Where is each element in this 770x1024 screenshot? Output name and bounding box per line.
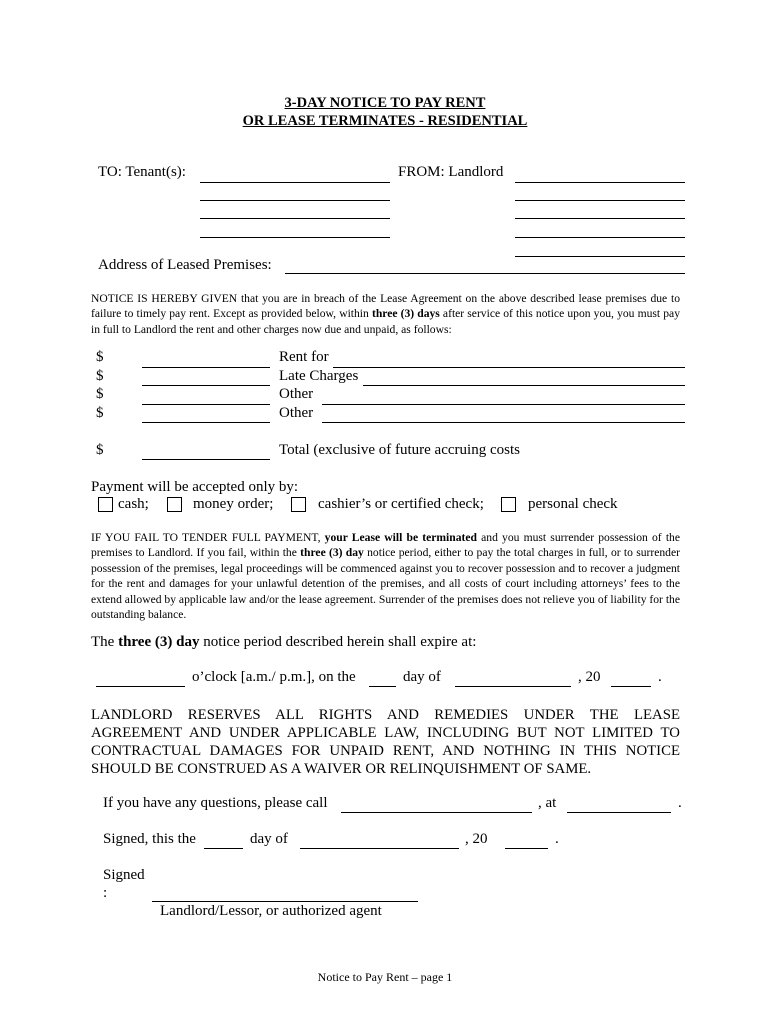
reserve-line: CONTRACTUAL DAMAGES FOR UNPAID RENT, AND NOTHING IN THIS NOTICE bbox=[91, 743, 680, 759]
dollar-sign: $ bbox=[96, 349, 104, 365]
total-amount-line[interactable] bbox=[142, 459, 270, 460]
expiry-day-of-label: day of bbox=[403, 669, 441, 685]
reserve-rights-paragraph bbox=[91, 706, 680, 778]
late-amount-line[interactable] bbox=[142, 385, 270, 386]
landlord-line-1[interactable] bbox=[515, 182, 685, 183]
dollar-sign: $ bbox=[96, 386, 104, 402]
expiry-time-line[interactable] bbox=[96, 686, 185, 687]
total-label: Total (exclusive of future accruing costs bbox=[279, 442, 520, 458]
notice-paragraph: NOTICE IS HEREBY GIVEN that you are in breach of the Lease Agreement on the above described lease premises due to failure to timely pay rent. Except as provided below, within three (3) days after service of this notice upon you, you must pay in full to Landlord the rent and other charges now due and unpaid, as follows: bbox=[91, 292, 680, 336]
money-order-option: money order; bbox=[193, 496, 274, 512]
questions-phone-line[interactable] bbox=[567, 812, 671, 813]
rent-amount-line[interactable] bbox=[142, 367, 270, 368]
questions-period: . bbox=[678, 795, 682, 811]
failure-paragraph: IF YOU FAIL TO TENDER FULL PAYMENT, your Lease will be terminated and you must surrender possession of the premises to Landlord. If you fail, within the three (3) day notice period, either to pay the total charges in full, or to surrender possession of the premises, legal proceedings will be commenced against you to recover possession and to recover a judgment for the rent and damages for your unlawful detention of the premises, and all costs of court including attorneys’ fees to the extend allowed by applicable law and/or the lease agreement. Surrender of the premises does not relieve you of liability for the outstanding balance. bbox=[91, 531, 680, 622]
expiry-day-line[interactable] bbox=[369, 686, 396, 687]
signed-year-prefix: , 20 bbox=[465, 831, 488, 847]
cash-checkbox[interactable] bbox=[98, 497, 113, 512]
questions-label: If you have any questions, please call bbox=[103, 795, 328, 811]
reserve-line: LANDLORD RESERVES ALL RIGHTS AND REMEDIES UNDER THE LEASE bbox=[91, 707, 680, 723]
dollar-sign: $ bbox=[96, 442, 104, 458]
expiry-period: . bbox=[658, 669, 662, 685]
signed-year-line[interactable] bbox=[505, 848, 548, 849]
expiry-year-prefix: , 20 bbox=[578, 669, 601, 685]
document-title-line1: 3-DAY NOTICE TO PAY RENT bbox=[284, 95, 486, 111]
from-landlord-label: FROM: Landlord bbox=[398, 164, 504, 180]
other1-label: Other bbox=[279, 386, 314, 402]
address-label: Address of Leased Premises: bbox=[98, 257, 272, 273]
document-title-line2: OR LEASE TERMINATES - RESIDENTIAL bbox=[242, 113, 528, 129]
signed-month-line[interactable] bbox=[300, 848, 459, 849]
questions-at-label: , at bbox=[538, 795, 557, 811]
oclock-label: o’clock [a.m./ p.m.], on the bbox=[192, 669, 356, 685]
personal-check-option: personal check bbox=[528, 496, 618, 512]
signed-date-label: Signed, this the bbox=[103, 831, 196, 847]
landlord-line-4[interactable] bbox=[515, 237, 685, 238]
rent-period-line[interactable] bbox=[333, 367, 685, 368]
page-footer: Notice to Pay Rent – page 1 bbox=[317, 970, 453, 984]
signature-colon: : bbox=[103, 885, 108, 901]
late-charges-label: Late Charges bbox=[279, 368, 359, 384]
other2-amount-line[interactable] bbox=[142, 422, 270, 423]
signature-label: Signed bbox=[103, 867, 145, 883]
reserve-line: AGREEMENT AND UNDER APPLICABLE LAW, INCLUDING BUT NOT LIMITED TO bbox=[91, 725, 680, 741]
tenant-line-1[interactable] bbox=[200, 182, 390, 183]
late-desc-line[interactable] bbox=[363, 385, 685, 386]
questions-contact-line[interactable] bbox=[341, 812, 532, 813]
landlord-line-2[interactable] bbox=[515, 200, 685, 201]
dollar-sign: $ bbox=[96, 405, 104, 421]
tenant-line-4[interactable] bbox=[200, 237, 390, 238]
cashiers-check-option: cashier’s or certified check; bbox=[318, 496, 484, 512]
cash-option: cash; bbox=[118, 496, 149, 512]
signature-line[interactable] bbox=[152, 901, 418, 902]
other1-desc-line[interactable] bbox=[322, 404, 685, 405]
landlord-line-5[interactable] bbox=[515, 256, 685, 257]
signed-day-line[interactable] bbox=[204, 848, 243, 849]
reserve-line: SHOULD BE CONSTRUED AS A WAIVER OR RELINQUISHMENT OF SAME. bbox=[91, 761, 592, 777]
other2-desc-line[interactable] bbox=[322, 422, 685, 423]
cashiers-check-checkbox[interactable] bbox=[291, 497, 306, 512]
landlord-line-3[interactable] bbox=[515, 218, 685, 219]
tenant-line-2[interactable] bbox=[200, 200, 390, 201]
signed-day-of-label: day of bbox=[250, 831, 288, 847]
money-order-checkbox[interactable] bbox=[167, 497, 182, 512]
tenant-line-3[interactable] bbox=[200, 218, 390, 219]
to-tenant-label: TO: Tenant(s): bbox=[98, 164, 186, 180]
rent-label: Rent for bbox=[279, 349, 329, 365]
payment-label: Payment will be accepted only by: bbox=[91, 479, 299, 495]
other1-amount-line[interactable] bbox=[142, 404, 270, 405]
dollar-sign: $ bbox=[96, 368, 104, 384]
expiry-year-line[interactable] bbox=[611, 686, 651, 687]
expiry-sentence: The three (3) day notice period described herein shall expire at: bbox=[91, 634, 477, 650]
other2-label: Other bbox=[279, 405, 314, 421]
personal-check-checkbox[interactable] bbox=[501, 497, 516, 512]
address-line[interactable] bbox=[285, 273, 685, 274]
expiry-month-line[interactable] bbox=[455, 686, 571, 687]
signed-period: . bbox=[555, 831, 559, 847]
signature-caption: Landlord/Lessor, or authorized agent bbox=[160, 903, 382, 919]
